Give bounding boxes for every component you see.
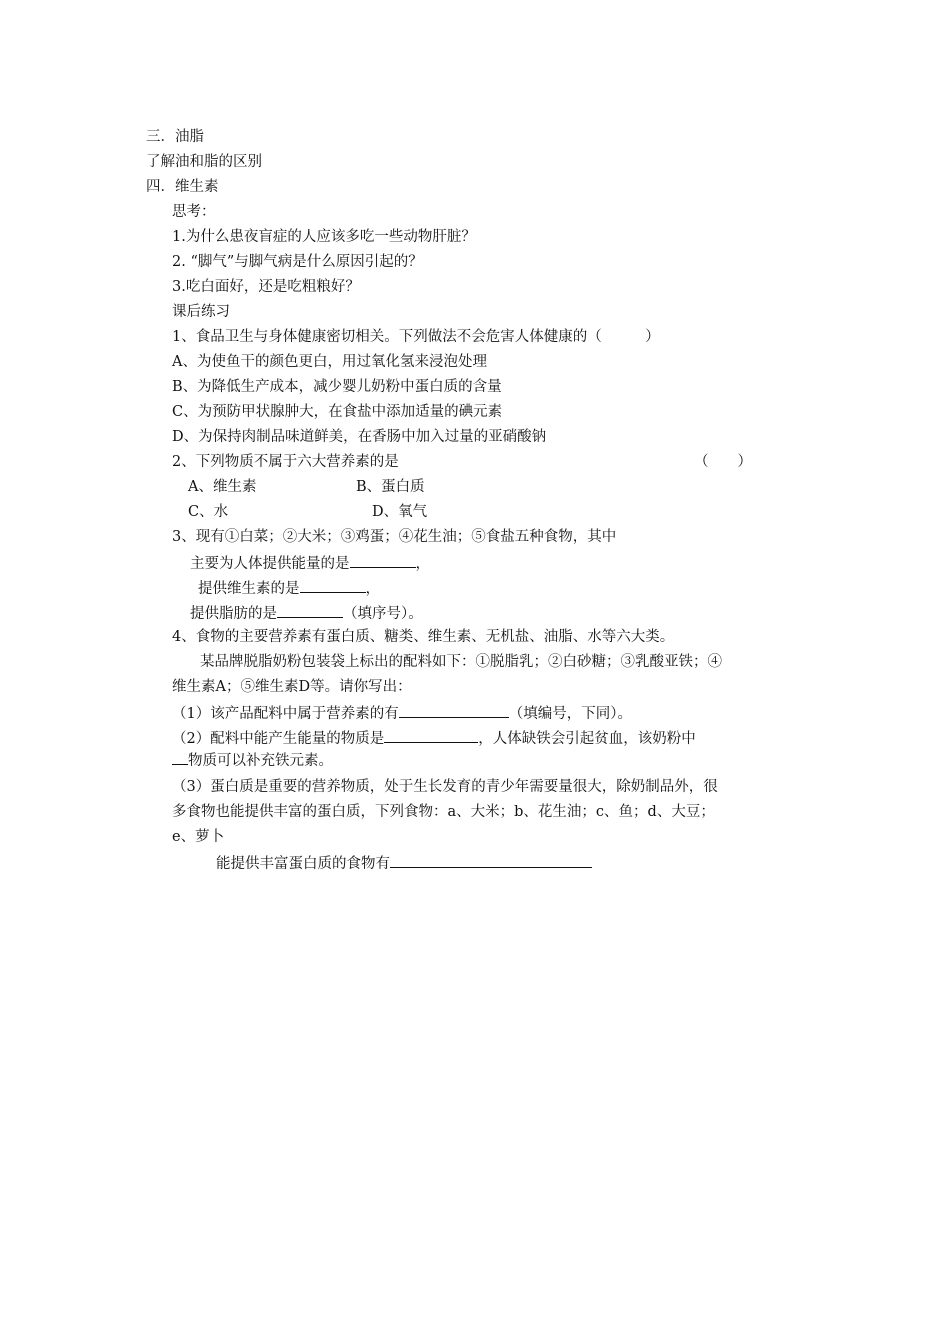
exercise-4-part-3-line-1: （3）蛋白质是重要的营养物质，处于生长发育的青少年需要量很大，除奶制品外，很 xyxy=(172,779,718,795)
exercises-label: 课后练习 xyxy=(172,304,230,320)
exercise-4-part-1-text: （1）该产品配料中属于营养素的有 xyxy=(172,706,399,722)
exercise-4-part-3-line-3: e、萝卜 xyxy=(172,829,225,845)
thinking-question-2: 2. “脚气”与脚气病是什么原因引起的？ xyxy=(172,254,423,270)
iron-substance-blank[interactable] xyxy=(172,750,188,765)
exercise-3-line-energy xyxy=(190,553,430,573)
exercise-1-stem: 1、食品卫生与身体健康密切相关。下列做法不会危害人体健康的（ ） xyxy=(172,329,660,345)
fats-heading: 三．油脂 xyxy=(146,129,204,145)
exercise-2-option-b: B、蛋白质 xyxy=(356,479,425,495)
exercise-3-energy-label: 主要为人体提供能量的是 xyxy=(190,556,350,572)
exercise-4-intro-line-1: 某品牌脱脂奶粉包装袋上标出的配料如下：①脱脂乳；②白砂糖；③乳酸亚铁；④ xyxy=(200,654,722,670)
exercise-4-part-1-end: （填编号，下同）。 xyxy=(508,706,632,722)
vitamins-heading: 四．维生素 xyxy=(146,179,219,195)
exercise-4-part-1 xyxy=(172,703,632,723)
energy-answer-blank[interactable] xyxy=(350,553,416,568)
exercise-4-part-3-line-2: 多食物也能提供丰富的蛋白质，下列食物：a、大米；b、花生油；c、鱼；d、大豆； xyxy=(172,804,715,820)
exercise-3-vitamin-end: ， xyxy=(365,581,380,597)
thinking-question-1: 1.为什么患夜盲症的人应该多吃一些动物肝脏？ xyxy=(172,229,476,245)
exercise-4-part-2a-text: （2）配料中能产生能量的物质是 xyxy=(172,731,385,747)
exercise-4-intro-line-2: 维生素A；⑤维生素D等。请你写出： xyxy=(172,679,412,695)
exercise-1-option-b: B、为降低生产成本，减少婴儿奶粉中蛋白质的含量 xyxy=(172,379,502,395)
exercise-3-fat-end: （填序号）。 xyxy=(343,606,423,622)
exercise-1-option-d: D、为保持肉制品味道鲜美，在香肠中加入过量的亚硝酸钠 xyxy=(172,429,547,445)
fat-answer-blank[interactable] xyxy=(277,603,343,618)
exercise-3-fat-label: 提供脂肪的是 xyxy=(190,606,277,622)
energy-substance-blank[interactable] xyxy=(384,728,478,743)
exercise-2-option-a: A、维生素 xyxy=(188,479,257,495)
exercise-1-option-a: A、为使鱼干的颜色更白，用过氧化氢来浸泡处理 xyxy=(172,354,487,370)
protein-food-blank[interactable] xyxy=(390,853,592,868)
vitamin-answer-blank[interactable] xyxy=(300,578,366,593)
exercise-4-part-2a-end: ，人体缺铁会引起贫血，该奶粉中 xyxy=(478,731,696,747)
nutrient-answer-blank[interactable] xyxy=(399,703,509,718)
exercise-3-vitamin-label: 提供维生素的是 xyxy=(198,581,300,597)
exercise-1-option-c: C、为预防甲状腺肿大，在食盐中添加适量的碘元素 xyxy=(172,404,503,420)
exercise-2-option-d: D、氧气 xyxy=(372,504,428,520)
exercise-4-part-4-text: 能提供丰富蛋白质的食物有 xyxy=(216,856,390,872)
exercise-4-part-2b xyxy=(172,750,333,770)
fats-text: 了解油和脂的区别 xyxy=(146,154,262,170)
exercise-3-line-fat xyxy=(190,603,423,623)
exercise-3-stem: 3、现有①白菜；②大米；③鸡蛋；④花生油；⑤食盐五种食物，其中 xyxy=(172,529,617,545)
exercise-4-part-2a xyxy=(172,728,696,748)
exercise-4-part-4 xyxy=(216,853,592,873)
exercise-4-stem: 4、食物的主要营养素有蛋白质、糖类、维生素、无机盐、油脂、水等六大类。 xyxy=(172,629,675,645)
thinking-label: 思考： xyxy=(172,204,216,220)
exercise-3-line-vitamin xyxy=(198,578,380,598)
exercise-4-part-2b-text: 物质可以补充铁元素。 xyxy=(188,753,333,769)
exercise-3-energy-end: ， xyxy=(415,556,430,572)
thinking-question-3: 3.吃白面好，还是吃粗粮好？ xyxy=(172,279,360,295)
exercise-2-answer-paren: （ ） xyxy=(694,454,752,470)
exercise-2-stem: 2、下列物质不属于六大营养素的是 xyxy=(172,454,399,470)
exercise-2-option-c: C、水 xyxy=(188,504,229,520)
